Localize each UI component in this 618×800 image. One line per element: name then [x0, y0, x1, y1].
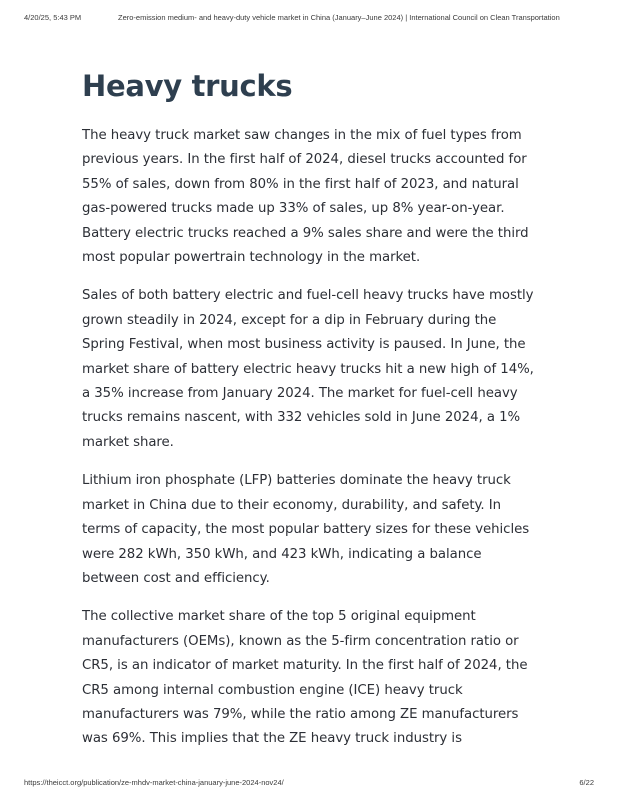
print-document-title: Zero-emission medium- and heavy-duty vehicle market in China (January–June 2024) | International Council on Clean Transportation	[118, 13, 560, 22]
section-heading: Heavy trucks	[82, 69, 293, 103]
page-url-link[interactable]: https://theicct.org/publication/ze-mhdv-market-china-january-june-2024-nov24/	[24, 778, 284, 787]
print-timestamp: 4/20/25, 5:43 PM	[24, 13, 82, 22]
paragraph: The heavy truck market saw changes in the mix of fuel types from previous years. In the first half of 2024, diesel trucks accounted for 55% of sales, down from 80% in the first half of 2023, and natural gas-powered trucks made up 33% of sales, up 8% year-on-year. Battery electric trucks reached a 9% sales share and were the third most popular powertrain technology in the market.	[82, 128, 529, 266]
paragraph: Sales of both battery electric and fuel-cell heavy trucks have mostly grown steadily in 2024, except for a dip in February during the Spring Festival, when most business activity is paused. In June, the market share of battery electric heavy trucks hit a new high of 14%, a 35% increase from January 2024. The market for fuel-cell heavy trucks remains nascent, with 332 vehicles sold in June 2024, a 1% market share.	[82, 288, 534, 450]
article-body	[82, 66, 538, 766]
paragraph: Lithium iron phosphate (LFP) batteries dominate the heavy truck market in China due to their economy, durability, and safety. In terms of capacity, the most popular battery sizes for these vehicles were 282 kWh, 350 kWh, and 423 kWh, indicating a balance between cost and efficiency.	[82, 473, 530, 586]
page-indicator: 6/22	[579, 778, 594, 787]
print-header	[24, 13, 594, 27]
print-footer	[24, 778, 594, 790]
paragraph: The collective market share of the top 5 original equipment manufacturers (OEMs), known as the 5-firm concentration ratio or CR5, is an indicator of market maturity. In the first half of 2024, the CR5 among internal combustion engine (ICE) heavy truck manufacturers was 79%, while the ratio among ZE manufacturers was 69%. This implies that the ZE heavy truck industry is	[82, 609, 528, 747]
